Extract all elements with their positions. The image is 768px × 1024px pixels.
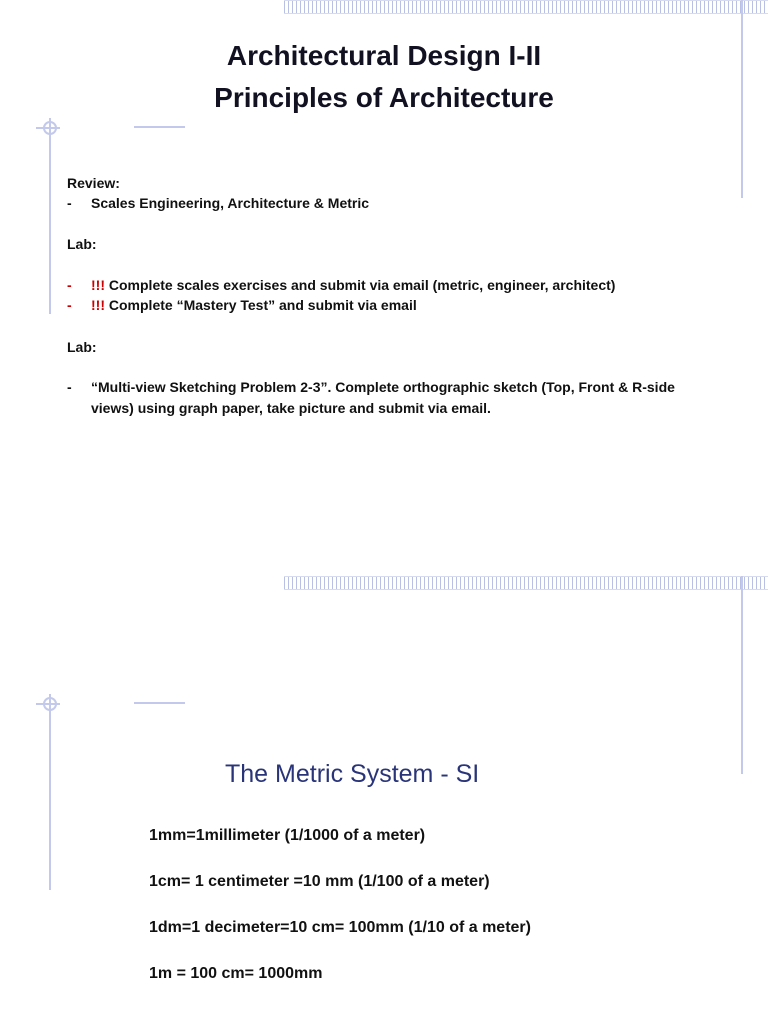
warning-mark: !!! [91, 277, 105, 293]
slide-2 [0, 570, 768, 1024]
section-title: The Metric System - SI [225, 760, 480, 788]
left-frame-accent-line [134, 702, 185, 704]
warning-mark: !!! [91, 297, 105, 313]
left-frame-line [49, 118, 51, 314]
top-hatch-border [284, 576, 768, 590]
metric-line: 1dm=1 decimeter=10 cm= 100mm (1/10 of a meter) [149, 919, 531, 936]
crosshair-icon [36, 692, 66, 716]
review-label: Review: [67, 175, 120, 191]
page-title-line-1: Architectural Design I-II [226, 40, 542, 71]
right-frame-line [741, 576, 743, 774]
metric-line: 1cm= 1 centimeter =10 mm (1/100 of a meter) [149, 873, 490, 890]
bullet-dash: - [67, 379, 72, 395]
bullet-dash: - [67, 195, 72, 211]
metric-line: 1mm=1millimeter (1/1000 of a meter) [149, 827, 426, 844]
lab-item [67, 295, 717, 316]
lab-item-text: “Multi-view Sketching Problem 2-3”. Complete orthographic sketch (Top, Front & R-side views) using graph paper, take picture and submit via email. [91, 379, 675, 416]
crosshair-icon [36, 116, 66, 140]
left-frame-line [49, 694, 51, 890]
review-item-text: Scales Engineering, Architecture & Metric [91, 195, 370, 211]
review-item [67, 193, 717, 214]
page-title-line-2: Principles of Architecture [214, 82, 554, 113]
lab-item-text: Complete “Mastery Test” and submit via email [105, 297, 417, 313]
lab-label-1: Lab: [67, 236, 97, 252]
top-hatch-border [284, 0, 768, 14]
lab-item [67, 377, 717, 419]
left-frame-accent-line [134, 126, 185, 128]
lab-item-text: Complete scales exercises and submit via email (metric, engineer, architect) [105, 277, 616, 293]
metric-line: 1m = 100 cm= 1000mm [149, 965, 323, 982]
lab-label-2: Lab: [67, 339, 97, 355]
lab-item [67, 275, 717, 296]
bullet-dash: - [67, 297, 72, 313]
bullet-dash: - [67, 277, 72, 293]
